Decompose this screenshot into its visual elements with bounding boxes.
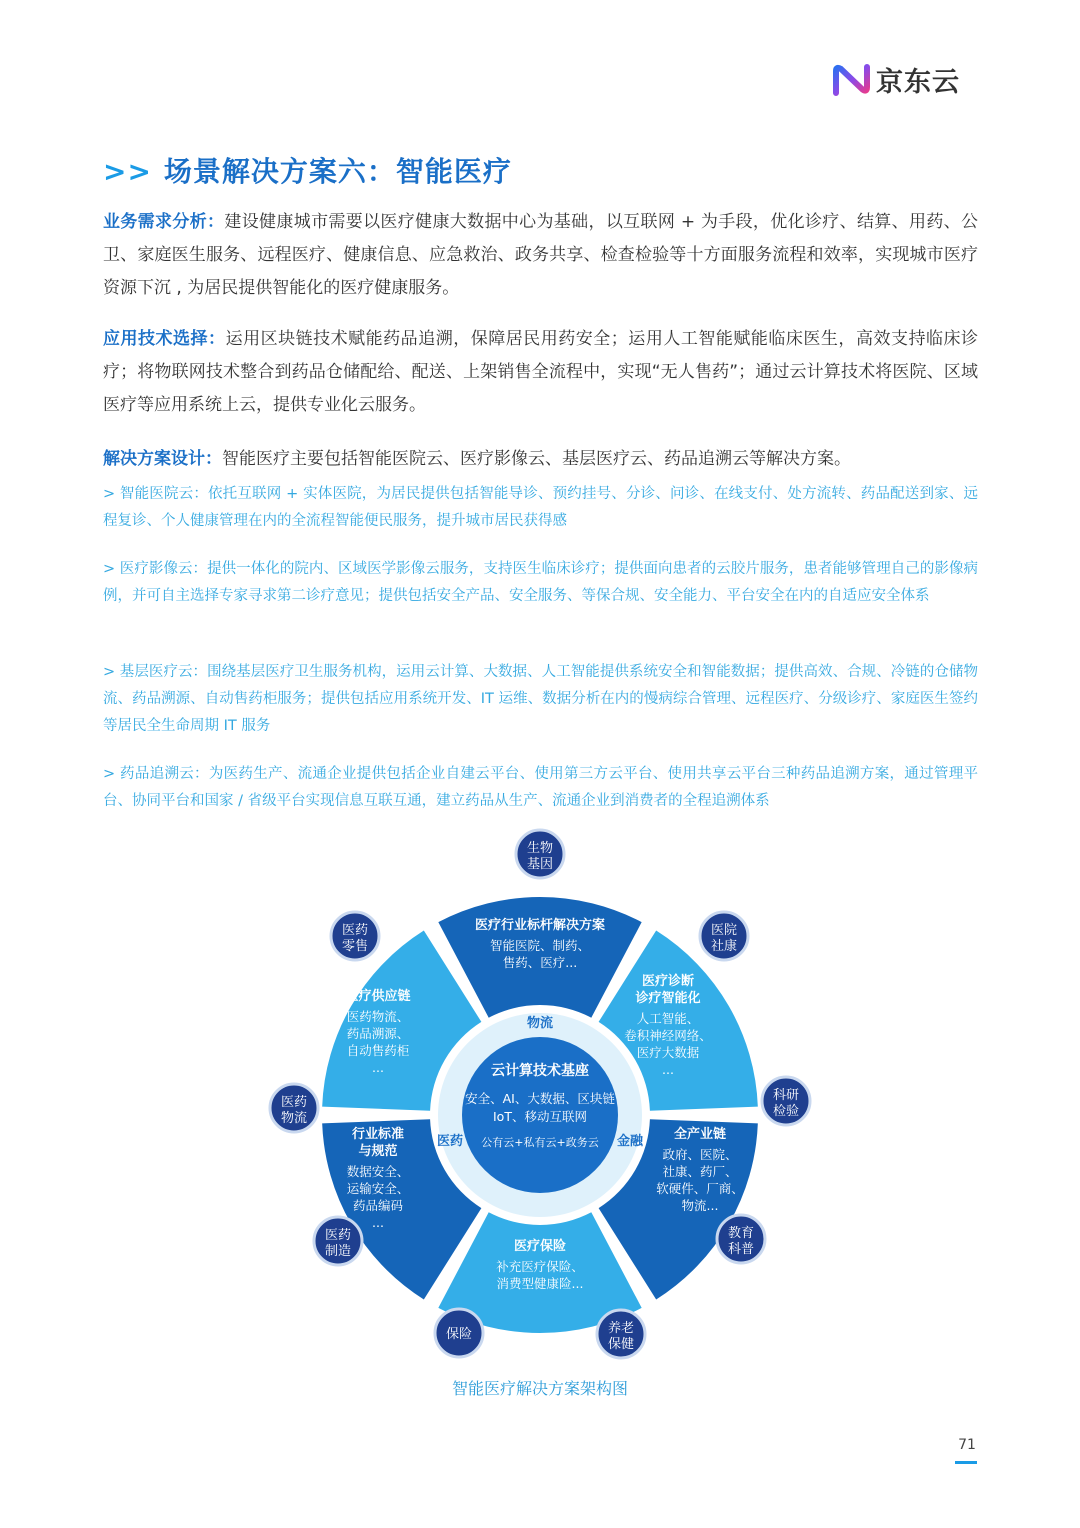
- segment-1-line-0: 人工智能、: [636, 1011, 700, 1026]
- center-title: 云计算技术基座: [491, 1063, 589, 1079]
- segment-2-line-0: 政府、医院、: [662, 1147, 738, 1162]
- segment-3-title-0: 医疗保险: [513, 1239, 567, 1254]
- jd-cloud-logo-icon: [832, 63, 872, 97]
- design-label: 解决方案设计：: [103, 449, 222, 469]
- segment-0-line-1: 售药、医疗...: [502, 955, 578, 970]
- ring-label-0: 物流: [526, 1016, 554, 1031]
- outer-node-4-label-1: 保健: [607, 1337, 635, 1352]
- outer-node-8-label-1: 零售: [341, 939, 369, 954]
- segment-4-title-0: 行业标准: [351, 1127, 405, 1142]
- solution-drug-trace-cloud: > 药品追溯云：为医药生产、流通企业提供包括企业自建云平台、使用第三方云平台、使用共享云平台三种药品追溯方案，通过管理平台、协同平台和国家 / 省级平台实现信息互联互通，建立药品从生产、流通企业到消费者的全程追溯体系: [103, 766, 978, 809]
- solution-design: [103, 443, 978, 476]
- solution-hospital-cloud: > 智能医院云：依托互联网 + 实体医院，为居民提供包括智能导诊、预约挂号、分诊、问诊、在线支付、处方流转、药品配送到家、远程复诊、个人健康管理在内的全流程智能便民服务，提升城市居民获得感: [103, 486, 978, 529]
- demand-text: 建设健康城市需要以医疗健康大数据中心为基础，以互联网 + 为手段，优化诊疗、结算、用药、公卫、家庭医生服务、远程医疗、健康信息、应急救治、政务共享、检查检验等十方面服务流程和效率，实现城市医疗资源下沉 , 为居民提供智能化的医疗健康服务。: [103, 212, 978, 298]
- page-number-underline: [955, 1461, 977, 1464]
- outer-node-7-label-0: 医药: [280, 1095, 308, 1110]
- solution-imaging-cloud: > 医疗影像云：提供一体化的院内、区域医学影像云服务，支持医生临床诊疗；提供面向患者的云胶片服务，患者能够管理自己的影像病例，并可自主选择专家寻求第二诊疗意见；提供包括安全产品、安全服务、等保合规、安全能力、平台安全在内的自适应安全体系: [103, 561, 978, 604]
- segment-4-line-1: 运输安全、: [346, 1181, 410, 1196]
- outer-node-1-label-1: 社康: [710, 939, 738, 954]
- segment-1-line-3: ...: [662, 1062, 674, 1077]
- segment-4-title-1: 与规范: [358, 1144, 398, 1159]
- center-line-3: 公有云+私有云+政务云: [481, 1136, 599, 1149]
- tech-text: 运用区块链技术赋能药品追溯，保障居民用药安全；运用人工智能赋能临床医生，高效支持临床诊疗；将物联网技术整合到药品仓储配给、配送、上架销售全流程中，实现“无人售药”；通过云计算技术将医院、区域医疗等应用系统上云，提供专业化云服务。: [103, 329, 979, 415]
- tech-selection: [103, 323, 978, 422]
- segment-3-line-0: 补充医疗保险、: [496, 1259, 584, 1274]
- segment-4-line-2: 药品编码: [352, 1198, 404, 1213]
- segment-1-title-1: 诊疗智能化: [635, 991, 701, 1006]
- page-title: [103, 150, 512, 190]
- segment-3-line-1: 消费型健康险...: [496, 1276, 584, 1291]
- demand-label: 业务需求分析：: [103, 212, 225, 232]
- outer-node-1-label-0: 医院: [710, 923, 738, 938]
- demand-analysis: [103, 206, 978, 305]
- segment-2-line-1: 社康、药厂、: [662, 1164, 738, 1179]
- segment-0-line-0: 智能医院、制药、: [489, 938, 591, 953]
- title-text: 场景解决方案六：智能医疗: [163, 155, 512, 188]
- segment-4-line-0: 数据安全、: [346, 1164, 410, 1179]
- outer-node-7-label-1: 物流: [280, 1111, 308, 1126]
- outer-node-0-label-0: 生物: [526, 841, 554, 856]
- solution-primary-care-cloud: > 基层医疗云：围绕基层医疗卫生服务机构，运用云计算、大数据、人工智能提供系统安全和智能数据；提供高效、合规、冷链的仓储物流、药品溯源、自动售药柜服务；提供包括应用系统开发、IT 运维、数据分析在内的慢病综合管理、远程医疗、分级诊疗、家庭医生签约等居民全生命周期 IT 服务: [103, 664, 978, 734]
- outer-node-6-label-1: 制造: [324, 1244, 352, 1259]
- segment-1-line-1: 卷积神经网络、: [624, 1028, 712, 1043]
- segment-2-title-0: 全产业链: [673, 1127, 727, 1142]
- brand-name: 京东云: [876, 67, 960, 98]
- outer-node-8-label-0: 医药: [341, 923, 369, 938]
- segment-5-line-0: 医药物流、: [346, 1009, 410, 1024]
- segment-5-line-1: 药品溯源、: [346, 1026, 410, 1041]
- title-arrow: >>: [103, 155, 152, 188]
- segment-5-line-3: ...: [372, 1060, 384, 1075]
- center-line-1: 安全、AI、大数据、区块链: [465, 1091, 615, 1106]
- center-line-2: IoT、移动互联网: [493, 1109, 587, 1124]
- segment-5-title-0: 医疗供应链: [345, 989, 411, 1004]
- outer-node-2-label-1: 检验: [772, 1104, 800, 1119]
- ring-label-2: 金融: [616, 1134, 644, 1149]
- outer-node-2-label-0: 科研: [772, 1088, 800, 1103]
- outer-node-0-label-1: 基因: [526, 857, 554, 872]
- design-text: 智能医疗主要包括智能医院云、医疗影像云、基层医疗云、药品追溯云等解决方案。: [222, 449, 851, 469]
- outer-node-4-label-0: 养老: [607, 1321, 635, 1336]
- diagram-caption: 智能医疗解决方案架构图: [451, 1379, 628, 1398]
- tech-label: 应用技术选择：: [103, 329, 226, 349]
- segment-1-line-2: 医疗大数据: [636, 1045, 700, 1060]
- segment-4-line-3: ...: [372, 1215, 384, 1230]
- segment-0-title-0: 医疗行业标杆解决方案: [474, 918, 606, 933]
- outer-node-5-label-0: 保险: [445, 1327, 473, 1342]
- ring-label-1: 医药: [436, 1134, 464, 1149]
- segment-5-line-2: 自动售药柜: [346, 1043, 410, 1058]
- page-number: 71: [958, 1437, 976, 1453]
- architecture-diagram: [240, 825, 840, 1365]
- segment-2-line-2: 软硬件、厂商、: [656, 1181, 744, 1196]
- outer-node-6-label-0: 医药: [324, 1228, 352, 1243]
- jd-cloud-logo: [832, 60, 960, 99]
- segment-2-line-3: 物流...: [681, 1198, 719, 1213]
- outer-node-3-label-0: 教育: [727, 1226, 755, 1241]
- outer-node-3-label-1: 科普: [727, 1242, 755, 1257]
- segment-1-title-0: 医疗诊断: [641, 974, 695, 989]
